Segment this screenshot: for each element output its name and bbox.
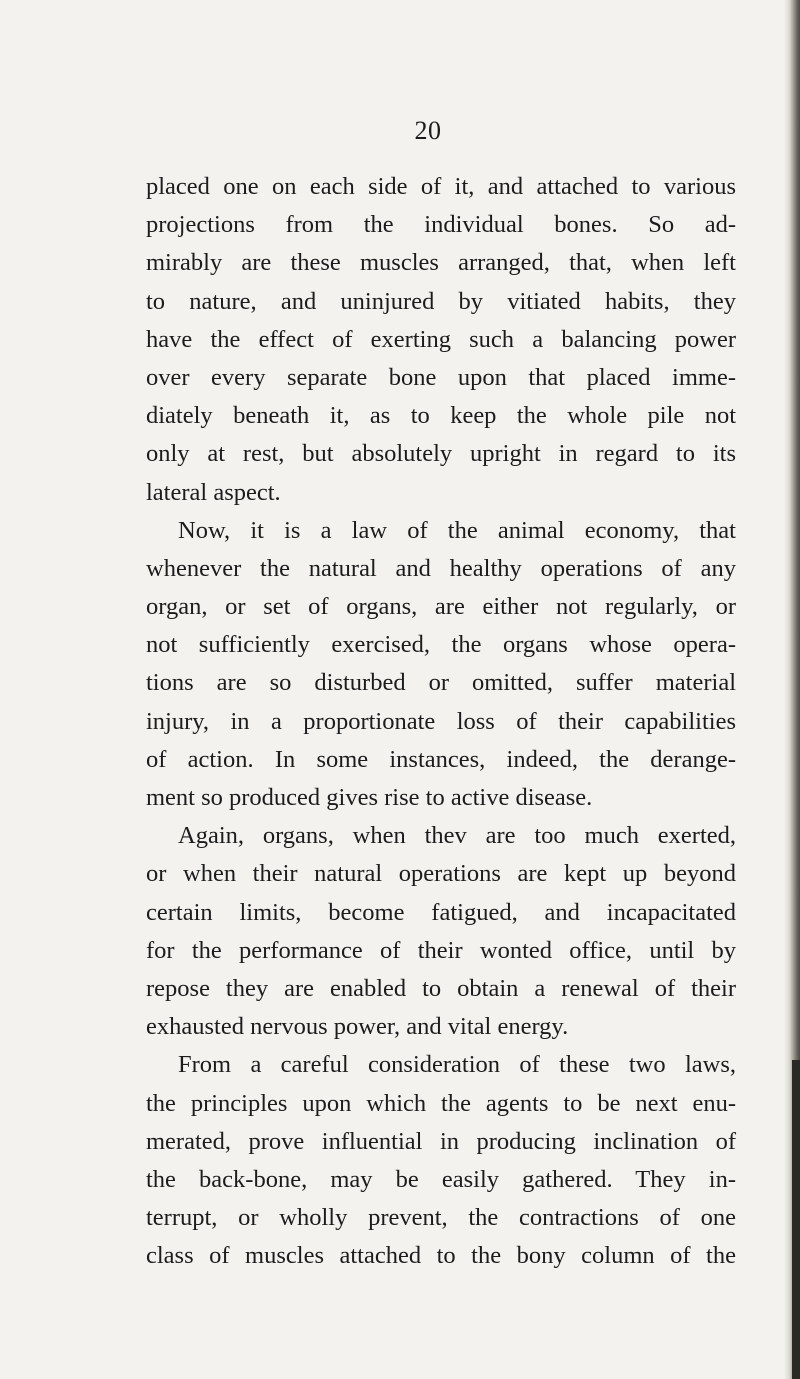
text-line: only at rest, but absolutely upright in regard to its <box>146 440 736 468</box>
body-text <box>146 168 736 1275</box>
text-line: not sufficiently exercised, the organs whose opera- <box>146 631 736 659</box>
text-line: tions are so disturbed or omitted, suffer material <box>146 669 736 697</box>
text-line: the principles upon which the agents to be next enu- <box>146 1089 736 1117</box>
text-line: have the effect of exerting such a balancing power <box>146 325 736 353</box>
text-line: or when their natural operations are kept up beyond <box>146 860 736 888</box>
text-line: certain limits, become fatigued, and incapacitated <box>146 898 736 926</box>
text-line: class of muscles attached to the bony column of the <box>146 1242 736 1270</box>
text-line: ment so produced gives rise to active disease. <box>146 784 593 811</box>
text-line: projections from the individual bones. So ad- <box>146 211 736 239</box>
page-number: 20 <box>414 116 442 145</box>
text-line: placed one on each side of it, and attached to various <box>146 173 736 200</box>
text-line: exhausted nervous power, and vital energy. <box>146 1013 569 1041</box>
page-edge-dark <box>792 1060 800 1379</box>
text-line: to nature, and uninjured by vitiated habits, they <box>146 287 736 315</box>
text-line: Again, organs, when thev are too much exerted, <box>178 822 736 850</box>
text-line: the back-bone, may be easily gathered. They in- <box>146 1165 736 1193</box>
text-line: whenever the natural and healthy operations of any <box>146 554 736 582</box>
text-line: merated, prove influential in producing inclination of <box>146 1127 736 1155</box>
text-line: for the performance of their wonted office, until by <box>146 936 736 964</box>
text-line: From a careful consideration of these two laws, <box>178 1051 736 1079</box>
text-line: lateral aspect. <box>146 478 281 506</box>
text-line: Now, it is a law of the animal economy, that <box>178 516 736 544</box>
text-line: mirably are these muscles arranged, that, when left <box>146 249 736 277</box>
text-line: diately beneath it, as to keep the whole pile not <box>146 402 736 430</box>
text-line: terrupt, or wholly prevent, the contractions of one <box>146 1204 736 1232</box>
text-line: repose they are enabled to obtain a renewal of their <box>146 974 736 1002</box>
text-line: of action. In some instances, indeed, the derange- <box>146 745 736 773</box>
text-line: injury, in a proportionate loss of their capabilities <box>146 707 736 735</box>
text-line: organ, or set of organs, are either not regularly, or <box>146 593 736 621</box>
text-line: over every separate bone upon that placed imme- <box>146 363 736 391</box>
